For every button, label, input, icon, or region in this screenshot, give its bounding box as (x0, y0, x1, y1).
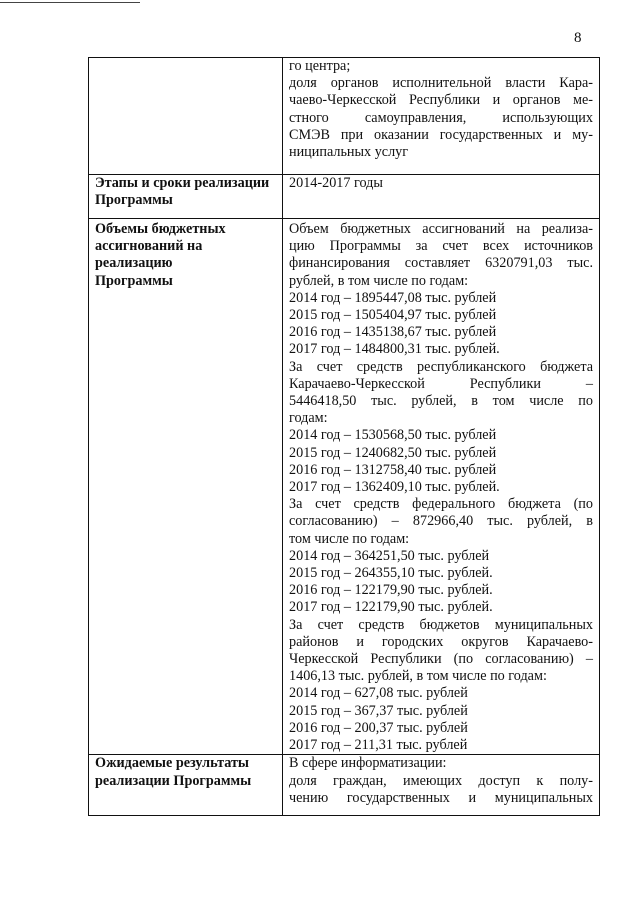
content-line: чению государственных и муниципальных (289, 789, 593, 806)
table-row-results (89, 755, 600, 816)
content-line: За счет средств бюджетов муниципальных (289, 616, 593, 633)
content-line: 2014 год – 1530568,50 тыс. рублей (289, 427, 497, 444)
content-line: 2014 год – 1895447,08 тыс. рублей (289, 289, 497, 306)
table-row-period (89, 175, 600, 219)
content-line: доля граждан, имеющих доступ к полу- (289, 772, 593, 789)
content-line: 2014-2017 годы (289, 175, 383, 191)
content-line: рублей, в том числе по годам: (289, 272, 469, 289)
table-row-budget (89, 219, 600, 755)
row-label-cell (89, 219, 283, 755)
page-number: 8 (574, 30, 582, 46)
content-line: согласованию) – 872966,40 тыс. рублей, в (289, 513, 593, 530)
table-row-continuation (89, 58, 600, 175)
row-content-cell (283, 219, 600, 755)
content-line: годам: (289, 410, 328, 427)
content-line: За счет средств республиканского бюджета (289, 358, 593, 375)
row-label: Ожидаемые результаты реализации Программы (95, 755, 252, 789)
content-line: ниципальных услуг (289, 144, 409, 161)
row-label: Объемы бюджетных ассигнований на реализацию Программы (95, 221, 226, 289)
content-line: стного самоуправления, использующих (289, 109, 593, 126)
row-label-cell (89, 58, 283, 175)
content-line: 2016 год – 1435138,67 тыс. рублей (289, 324, 497, 341)
content-line: 2017 год – 211,31 тыс. рублей (289, 737, 468, 754)
content-line: В сфере информатизации: (289, 755, 447, 772)
content-line: го центра; (289, 58, 351, 74)
content-line: 5446418,50 тыс. рублей, в том числе по (289, 393, 593, 410)
content-line: 2016 год – 122179,90 тыс. рублей. (289, 582, 493, 599)
content-line: чаево-Черкесской Республики и органов ме- (289, 92, 593, 109)
passport-table (88, 57, 600, 816)
top-rule (0, 2, 140, 3)
content-line: доля органов исполнительной власти Кара- (289, 75, 593, 92)
content-line: 2017 год – 122179,90 тыс. рублей. (289, 599, 493, 616)
row-content-cell (283, 58, 600, 175)
row-label-cell (89, 175, 283, 219)
content-line: 2016 год – 1312758,40 тыс. рублей (289, 461, 497, 478)
row-label: Этапы и сроки реализации Программы (95, 175, 270, 209)
content-line: цию Программы за счет всех источников (289, 238, 593, 255)
content-line: 2015 год – 1240682,50 тыс. рублей (289, 444, 497, 461)
content-line: финансирования составляет 6320791,03 тыс. (289, 255, 593, 272)
content-line: Карачаево-Черкесской Республики – (289, 375, 593, 392)
content-line: 2014 год – 364251,50 тыс. рублей (289, 547, 490, 564)
content-line: 2015 год – 367,37 тыс. рублей (289, 702, 468, 719)
content-line: 2017 год – 1484800,31 тыс. рублей. (289, 341, 500, 358)
content-line: За счет средств федерального бюджета (по (289, 496, 593, 513)
content-line: 2016 год – 200,37 тыс. рублей (289, 719, 468, 736)
content-line: 2017 год – 1362409,10 тыс. рублей. (289, 479, 500, 496)
row-label-cell (89, 755, 283, 816)
content-line: том числе по годам: (289, 530, 410, 547)
content-line: Черкесской Республики (по согласованию) – (289, 651, 593, 668)
content-line: 2014 год – 627,08 тыс. рублей (289, 685, 468, 702)
row-content-cell (283, 175, 600, 219)
content-line: СМЭВ при оказании государственных и му- (289, 126, 593, 143)
content-line: Объем бюджетных ассигнований на реализа- (289, 221, 593, 237)
row-content-cell (283, 755, 600, 816)
content-line: районов и городских округов Карачаево- (289, 633, 593, 650)
content-line: 2015 год – 1505404,97 тыс. рублей (289, 307, 497, 324)
content-line: 2015 год – 264355,10 тыс. рублей. (289, 565, 493, 582)
content-line: 1406,13 тыс. рублей, в том числе по годам: (289, 668, 547, 685)
